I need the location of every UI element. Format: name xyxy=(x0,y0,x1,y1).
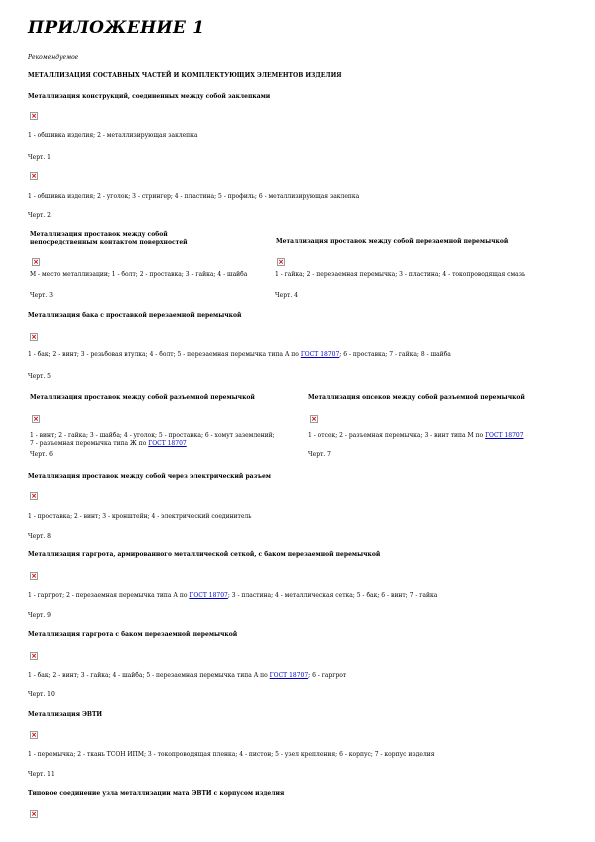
figure-4-caption: 1 - гайка; 2 - перезаемная перемычка; 3 - пластина; 4 - токопроводящая смазь xyxy=(275,271,526,278)
figure-5-label: Черт. 5 xyxy=(28,373,51,380)
figure-12-image xyxy=(30,810,38,818)
section-title-5: Металлизация бака с проставкой перезаемной перемычкой xyxy=(28,312,242,319)
figure-7-title: Металлизация опсеков между собой разъемной перемычкой xyxy=(308,394,525,401)
section-title-10: Металлизация гаргрота с баком перезаемной перемычкой xyxy=(28,631,238,638)
figure-4-label: Черт. 4 xyxy=(275,292,298,299)
figure-4-title: Металлизация проставок между собой перезаемной перемычкой xyxy=(276,238,509,245)
figure-11-label: Черт. 11 xyxy=(28,771,55,778)
gost-link[interactable]: ГОСТ 18707 xyxy=(148,440,187,447)
gost-link[interactable]: ГОСТ 18707 xyxy=(189,592,228,599)
broken-image-icon: × xyxy=(33,415,39,423)
broken-image-icon: × xyxy=(31,652,37,660)
broken-image-icon: × xyxy=(31,572,37,580)
figure-7-caption: 1 - отсек; 2 - разъемная перемычка; 3 - винт типа М по ГОСТ 18707 xyxy=(308,432,524,439)
figure-10-image xyxy=(30,652,38,660)
figure-3-caption: М - место металлизации; 1 - болт; 2 - проставка; 3 - гайка; 4 - шайба xyxy=(30,271,248,278)
recommended-note: Рекомендуемое xyxy=(28,54,79,61)
figure-9-image xyxy=(30,572,38,580)
figure-9-label: Черт. 9 xyxy=(28,612,51,619)
figure-1-label: Черт. 1 xyxy=(28,154,51,161)
figure-3-label: Черт. 3 xyxy=(30,292,53,299)
main-title: МЕТАЛЛИЗАЦИЯ СОСТАВНЫХ ЧАСТЕЙ И КОМПЛЕКТУЮЩИХ ЭЛЕМЕНТОВ ИЗДЕЛИЯ xyxy=(28,72,342,79)
figure-10-caption: 1 - бак; 2 - винт; 3 - гайка; 4 - шайба; 5 - перезаемная перемычка типа А по ГОСТ 18707; 6 - гаргрот xyxy=(28,672,347,679)
broken-image-icon: × xyxy=(311,415,317,423)
figure-6-caption: 1 - винт; 2 - гайка; 3 - шайба; 4 - уголок; 5 - проставка; 6 - хомут заземлений; 7 - разъемная перемычка типа Ж по ГОСТ 18707 xyxy=(30,432,275,447)
broken-image-icon: × xyxy=(31,172,37,180)
figure-8-caption: 1 - проставка; 2 - винт; 3 - кронштейн; 4 - электрический соединитель xyxy=(28,513,252,520)
figure-9-caption: 1 - гаргрот; 2 - перезаемная перемычка типа А по ГОСТ 18707; 3 - пластина; 4 - металлическая сетка; 5 - бак; 6 - винт; 7 - гайка xyxy=(28,592,438,599)
figure-4-image xyxy=(277,258,285,266)
figure-1-image xyxy=(30,112,38,120)
figure-1-caption: 1 - обшивка изделия; 2 - металлизирующая заклепка xyxy=(28,132,198,139)
gost-link[interactable]: ГОСТ 18707 xyxy=(485,432,524,439)
broken-image-icon: × xyxy=(31,112,37,120)
section-title-12: Типовое соединение узла металлизации мата ЭВТИ с корпусом изделия xyxy=(28,790,285,797)
section-title-8: Металлизация проставок между собой через электрический разъем xyxy=(28,473,272,480)
section-title-1: Металлизация конструкций, соединенных между собой заклепками xyxy=(28,93,271,100)
figure-5-caption: 1 - бак; 2 - винт; 3 - резьбовая втулка; 4 - болт; 5 - перезаемная перемычка типа А по ГОСТ 18707; 6 - проставка; 7 - гайка; 8 - шайба xyxy=(28,351,451,358)
figure-11-image xyxy=(30,731,38,739)
figure-2-label: Черт. 2 xyxy=(28,212,51,219)
figure-10-label: Черт. 10 xyxy=(28,691,55,698)
figure-7-image xyxy=(310,415,318,423)
gost-link[interactable]: ГОСТ 18707 xyxy=(300,351,340,358)
broken-image-icon: × xyxy=(31,810,37,818)
broken-image-icon: × xyxy=(31,492,37,500)
figure-8-label: Черт. 8 xyxy=(28,533,51,540)
section-title-11: Металлизация ЭВТИ xyxy=(28,711,103,718)
figure-3-title: Металлизация проставок между собой непосредственным контактом поверхностей xyxy=(30,231,188,246)
section-title-9: Металлизация гаргрота, армированного металлической сеткой, с баком перезаемной перемычкой xyxy=(28,551,381,558)
page-heading: ПРИЛОЖЕНИЕ 1 xyxy=(28,18,205,38)
figure-7-label: Черт. 7 xyxy=(308,451,331,458)
figure-3-image xyxy=(32,258,40,266)
broken-image-icon: × xyxy=(278,258,284,266)
broken-image-icon: × xyxy=(31,333,37,341)
figure-2-caption: 1 - обшивка изделия; 2 - уголок; 3 - стрингер; 4 - пластина; 5 - профиль; 6 - металлизирующая заклепка xyxy=(28,193,360,200)
figure-2-image xyxy=(30,172,38,180)
figure-8-image xyxy=(30,492,38,500)
figure-6-title: Металлизация проставок между собой разъемной перемычкой xyxy=(30,394,255,401)
broken-image-icon: × xyxy=(33,258,39,266)
figure-6-image xyxy=(32,415,40,423)
figure-11-caption: 1 - перемычка; 2 - ткань ТСОН ИПМ; 3 - токопроводящая пленка; 4 - пистон; 5 - узел крепления; 6 - корпус; 7 - корпус изделия xyxy=(28,751,435,758)
figure-5-image xyxy=(30,333,38,341)
gost-link[interactable]: ГОСТ 18707 xyxy=(269,672,309,679)
figure-6-label: Черт. 6 xyxy=(30,451,53,458)
broken-image-icon: × xyxy=(31,731,37,739)
